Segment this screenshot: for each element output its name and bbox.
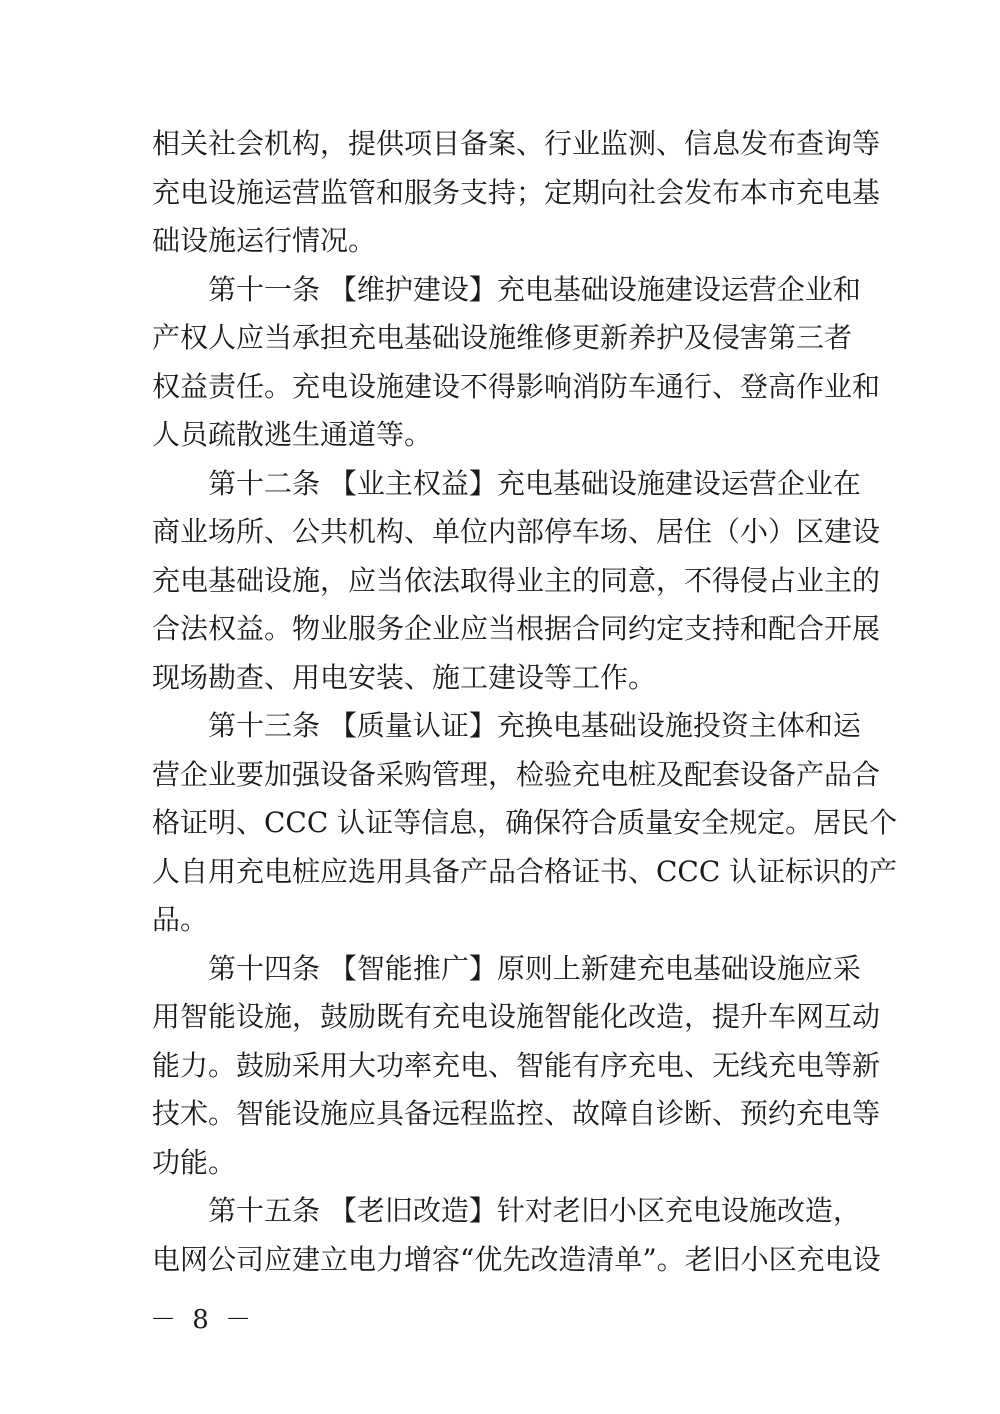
body-text — [152, 120, 898, 1284]
text-line: 人自用充电桩应选用具备产品合格证书、CCC 认证标识的产 — [152, 854, 898, 888]
text-line: 电网公司应建立电力增容“优先改造清单”。老旧小区充电设 — [152, 1242, 881, 1276]
text-line: 品。 — [152, 903, 209, 936]
text-line: 合法权益。物业服务企业应当根据合同约定支持和配合开展 — [152, 612, 881, 645]
text-line: 充电设施运营监管和服务支持；定期向社会发布本市充电基 — [152, 175, 881, 209]
text-line: 充电基础设施，应当依法取得业主的同意，不得侵占业主的 — [152, 563, 881, 597]
article-14-paragraph — [152, 945, 881, 1188]
text-line: 现场勘查、用电安装、施工建设等工作。 — [152, 660, 657, 694]
text-line: 产权人应当承担充电基础设施维修更新养护及侵害第三者 — [152, 321, 853, 354]
text-line: 人员疏散逃生通道等。 — [152, 418, 433, 451]
text-line: 营企业要加强设备采购管理，检验充电桩及配套设备产品合 — [152, 757, 881, 791]
article-13-paragraph — [152, 702, 898, 945]
text-line: 商业场所、公共机构、单位内部停车场、居住（小）区建设 — [152, 515, 881, 548]
text-line: 格证明、CCC 认证等信息，确保符合质量安全规定。居民个 — [152, 806, 898, 839]
text-line: 用智能设施，鼓励既有充电设施智能化改造，提升车网互动 — [152, 1000, 881, 1033]
text-line: 技术。智能设施应具备远程监控、故障自诊断、预约充电等 — [152, 1097, 881, 1130]
article-15-paragraph — [152, 1187, 881, 1284]
text-line: 第十一条 【维护建设】充电基础设施建设运营企业和 — [208, 272, 861, 306]
text-line: 第十五条 【老旧改造】针对老旧小区充电设施改造， — [208, 1194, 861, 1227]
text-line: 功能。 — [152, 1145, 237, 1179]
text-line: 第十三条 【质量认证】充换电基础设施投资主体和运 — [208, 709, 861, 742]
paragraph-continuation — [152, 120, 881, 266]
text-line: 础设施运行情况。 — [152, 224, 377, 257]
text-line: 第十四条 【智能推广】原则上新建充电基础设施应采 — [208, 951, 861, 985]
text-line: 能力。鼓励采用大功率充电、智能有序充电、无线充电等新 — [152, 1048, 881, 1082]
article-11-paragraph — [152, 266, 881, 460]
text-line: 第十二条 【业主权益】充电基础设施建设运营企业在 — [208, 466, 861, 500]
text-line: 权益责任。充电设施建设不得影响消防车通行、登高作业和 — [152, 369, 881, 403]
page-number: － 8 － — [150, 1305, 256, 1335]
text-line: 相关社会机构，提供项目备案、行业监测、信息发布查询等 — [152, 127, 881, 160]
article-12-paragraph — [152, 460, 881, 703]
